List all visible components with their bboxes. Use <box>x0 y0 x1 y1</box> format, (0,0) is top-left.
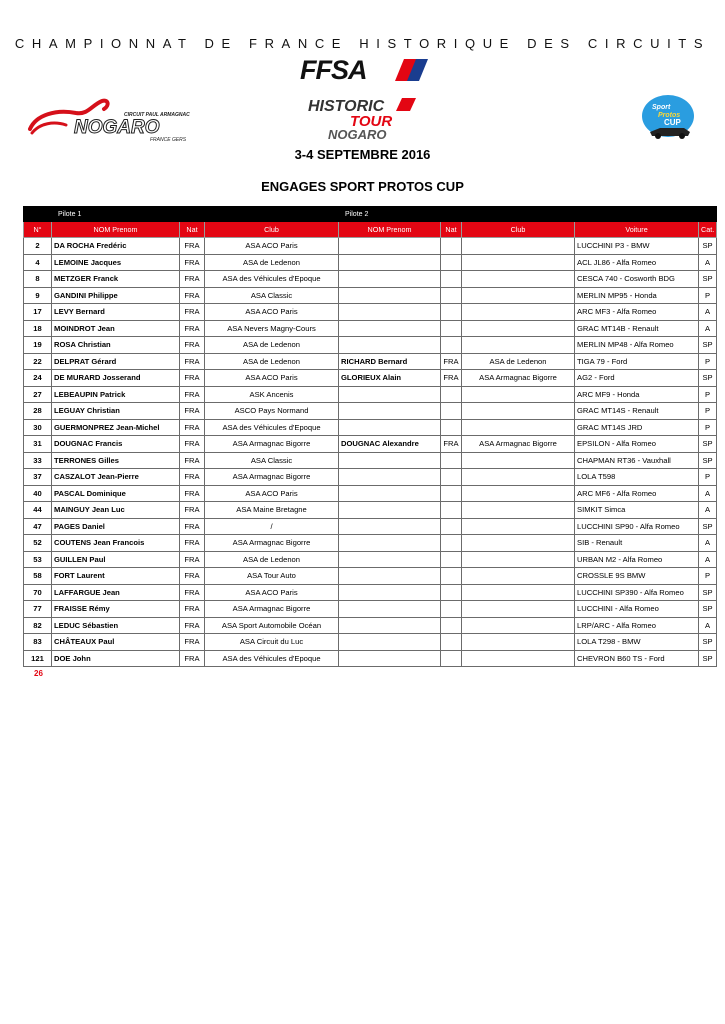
category: A <box>699 617 717 634</box>
category: A <box>699 320 717 337</box>
pilot1-nat: FRA <box>180 287 205 304</box>
pilot1-nat: FRA <box>180 304 205 321</box>
car-number: 83 <box>24 634 52 651</box>
pilot2-nat: FRA <box>441 370 462 387</box>
nogaro-circuit-logo <box>26 95 206 145</box>
car-number: 19 <box>24 337 52 354</box>
pilot2-name <box>339 403 441 420</box>
pilot2-name <box>339 238 441 255</box>
category: SP <box>699 634 717 651</box>
pilot2-club <box>462 304 575 321</box>
table-row <box>24 370 717 387</box>
col-header-nat1: Nat <box>180 222 205 238</box>
pilot1-nat: FRA <box>180 254 205 271</box>
event-date: 3-4 SEPTEMBRE 2016 <box>294 147 431 162</box>
cup-logo-line2: Protos <box>658 112 681 119</box>
pilot1-nat: FRA <box>180 238 205 255</box>
pilot1-name: GANDINI Philippe <box>52 287 180 304</box>
car-model: ARC MF9 - Honda <box>575 386 699 403</box>
category: P <box>699 568 717 585</box>
pilot2-club <box>462 650 575 667</box>
car-number: 33 <box>24 452 52 469</box>
pilot2-club <box>462 254 575 271</box>
pilot1-name: DA ROCHA Fredéric <box>52 238 180 255</box>
pilot1-nat: FRA <box>180 650 205 667</box>
pilot1-nat: FRA <box>180 518 205 535</box>
entries-table <box>23 206 717 667</box>
table-row <box>24 353 717 370</box>
category: A <box>699 304 717 321</box>
col-header-club2: Club <box>462 222 575 238</box>
pilot1-nat: FRA <box>180 386 205 403</box>
pilot2-nat <box>441 452 462 469</box>
car-model: AG2 - Ford <box>575 370 699 387</box>
table-row <box>24 601 717 618</box>
pilot2-nat <box>441 386 462 403</box>
pilot1-club: ASA des Véhicules d'Epoque <box>205 271 339 288</box>
category: SP <box>699 370 717 387</box>
car-number: 37 <box>24 469 52 486</box>
entries-total: 26 <box>34 669 43 678</box>
table-row <box>24 634 717 651</box>
cup-logo-line3: CUP <box>664 118 681 127</box>
car-number: 52 <box>24 535 52 552</box>
nogaro-logo-sub: FRANCE GERS <box>150 137 187 143</box>
category: P <box>699 386 717 403</box>
pilot-group-row <box>24 207 717 222</box>
table-row <box>24 337 717 354</box>
pilot1-club: ASA Circuit du Luc <box>205 634 339 651</box>
col-header-name1: NOM Prenom <box>52 222 180 238</box>
car-model: TIGA 79 - Ford <box>575 353 699 370</box>
pilot1-nat: FRA <box>180 568 205 585</box>
pilot1-nat: FRA <box>180 634 205 651</box>
nogaro-logo-top: CIRCUIT PAUL ARMAGNAC <box>124 112 190 118</box>
car-model: GRAC MT14S JRD <box>575 419 699 436</box>
table-row <box>24 551 717 568</box>
pilot2-club <box>462 584 575 601</box>
pilot2-club <box>462 337 575 354</box>
list-title: ENGAGES SPORT PROTOS CUP <box>261 179 464 194</box>
pilot1-name: CHÂTEAUX Paul <box>52 634 180 651</box>
pilot2-club <box>462 617 575 634</box>
car-number: 121 <box>24 650 52 667</box>
pilot2-name <box>339 287 441 304</box>
category: SP <box>699 452 717 469</box>
car-model: MERLIN MP95 - Honda <box>575 287 699 304</box>
car-model: ARC MF3 - Alfa Romeo <box>575 304 699 321</box>
championship-title: CHAMPIONNAT DE FRANCE HISTORIQUE DES CIRCUITS <box>14 36 711 51</box>
car-model: CESCA 740 - Cosworth BDG <box>575 271 699 288</box>
pilot2-nat <box>441 485 462 502</box>
sport-protos-cup-logo <box>640 94 696 142</box>
category: P <box>699 403 717 420</box>
pilot1-nat: FRA <box>180 617 205 634</box>
pilot1-club: ASA Tour Auto <box>205 568 339 585</box>
pilot2-club <box>462 419 575 436</box>
pilot1-club: ASA Classic <box>205 287 339 304</box>
pilot2-club <box>462 551 575 568</box>
car-number: 82 <box>24 617 52 634</box>
car-model: EPSILON - Alfa Romeo <box>575 436 699 453</box>
table-row <box>24 535 717 552</box>
table-row <box>24 436 717 453</box>
col-header-nat2: Nat <box>441 222 462 238</box>
pilot1-name: LAFFARGUE Jean <box>52 584 180 601</box>
pilot2-nat <box>441 568 462 585</box>
pilot1-club: ASA de Ledenon <box>205 353 339 370</box>
table-row <box>24 419 717 436</box>
pilot2-name <box>339 502 441 519</box>
pilot2-nat <box>441 617 462 634</box>
pilot1-club: ASA Armagnac Bigorre <box>205 469 339 486</box>
pilot1-label: Pilote 1 <box>52 207 339 222</box>
pilot1-nat: FRA <box>180 584 205 601</box>
pilot1-name: GUILLEN Paul <box>52 551 180 568</box>
pilot1-nat: FRA <box>180 403 205 420</box>
table-row <box>24 320 717 337</box>
pilot1-club: ASCO Pays Normand <box>205 403 339 420</box>
pilot1-name: LEMOINE Jacques <box>52 254 180 271</box>
table-row <box>24 518 717 535</box>
pilot1-nat: FRA <box>180 436 205 453</box>
table-row <box>24 650 717 667</box>
pilot2-nat <box>441 337 462 354</box>
pilot1-club: ASA de Ledenon <box>205 551 339 568</box>
pilot2-name <box>339 254 441 271</box>
pilot2-club <box>462 535 575 552</box>
table-row <box>24 584 717 601</box>
car-model: ACL JL86 - Alfa Romeo <box>575 254 699 271</box>
pilot-group-spacer <box>24 207 52 222</box>
table-row <box>24 271 717 288</box>
pilot2-name: GLORIEUX Alain <box>339 370 441 387</box>
pilot2-nat <box>441 304 462 321</box>
car-number: 4 <box>24 254 52 271</box>
pilot2-nat <box>441 502 462 519</box>
pilot2-name <box>339 386 441 403</box>
category: A <box>699 254 717 271</box>
pilot1-nat: FRA <box>180 452 205 469</box>
table-row <box>24 469 717 486</box>
car-number: 2 <box>24 238 52 255</box>
car-model: GRAC MT14S - Renault <box>575 403 699 420</box>
pilot2-nat <box>441 238 462 255</box>
pilot1-nat: FRA <box>180 535 205 552</box>
pilot1-name: FRAISSE Rémy <box>52 601 180 618</box>
car-number: 9 <box>24 287 52 304</box>
pilot2-name <box>339 650 441 667</box>
pilot2-nat: FRA <box>441 353 462 370</box>
pilot2-nat <box>441 403 462 420</box>
category: A <box>699 502 717 519</box>
car-model: LUCCHINI SP90 - Alfa Romeo <box>575 518 699 535</box>
pilot2-name <box>339 304 441 321</box>
pilot1-nat: FRA <box>180 601 205 618</box>
pilot2-name <box>339 601 441 618</box>
pilot2-nat <box>441 271 462 288</box>
car-number: 30 <box>24 419 52 436</box>
pilot1-name: MAINGUY Jean Luc <box>52 502 180 519</box>
pilot1-name: FORT Laurent <box>52 568 180 585</box>
car-model: CHAPMAN RT36 - Vauxhall <box>575 452 699 469</box>
col-header-cat: Cat. <box>699 222 717 238</box>
car-number: 53 <box>24 551 52 568</box>
pilot2-nat <box>441 650 462 667</box>
entries-body <box>24 238 717 667</box>
pilot2-club <box>462 469 575 486</box>
pilot1-club: ASA Armagnac Bigorre <box>205 601 339 618</box>
car-model: ARC MF6 - Alfa Romeo <box>575 485 699 502</box>
pilot2-club <box>462 452 575 469</box>
table-row <box>24 254 717 271</box>
pilot1-nat: FRA <box>180 419 205 436</box>
ffsa-logo-text: FFSA <box>300 55 367 83</box>
car-model: LUCCHINI - Alfa Romeo <box>575 601 699 618</box>
pilot2-name <box>339 584 441 601</box>
pilot2-club <box>462 238 575 255</box>
pilot2-name <box>339 469 441 486</box>
table-row <box>24 403 717 420</box>
car-model: SIB - Renault <box>575 535 699 552</box>
pilot1-club: ASA de Ledenon <box>205 254 339 271</box>
pilot1-nat: FRA <box>180 337 205 354</box>
pilot1-name: CASZALOT Jean-Pierre <box>52 469 180 486</box>
pilot1-nat: FRA <box>180 485 205 502</box>
pilot1-club: ASA Sport Automobile Océan <box>205 617 339 634</box>
car-model: LOLA T598 <box>575 469 699 486</box>
category: A <box>699 535 717 552</box>
table-row <box>24 304 717 321</box>
pilot1-club: ASA Nevers Magny-Cours <box>205 320 339 337</box>
historic-logo-line1: HISTORIC <box>308 98 385 115</box>
car-model: CHEVRON B60 TS - Ford <box>575 650 699 667</box>
table-row <box>24 502 717 519</box>
pilot1-nat: FRA <box>180 353 205 370</box>
car-model: LOLA T298 - BMW <box>575 634 699 651</box>
category: SP <box>699 238 717 255</box>
pilot1-club: ASA Classic <box>205 452 339 469</box>
pilot2-nat <box>441 601 462 618</box>
pilot2-club: ASA Armagnac Bigorre <box>462 436 575 453</box>
car-number: 40 <box>24 485 52 502</box>
pilot2-club <box>462 601 575 618</box>
category: P <box>699 469 717 486</box>
pilot2-name <box>339 419 441 436</box>
pilot1-club: ASA ACO Paris <box>205 584 339 601</box>
pilot2-club <box>462 634 575 651</box>
pilot2-nat <box>441 469 462 486</box>
pilot1-name: ROSA Christian <box>52 337 180 354</box>
historic-logo-line3: NOGARO <box>328 127 387 142</box>
category: A <box>699 551 717 568</box>
pilot2-name <box>339 568 441 585</box>
car-number: 44 <box>24 502 52 519</box>
pilot1-nat: FRA <box>180 370 205 387</box>
pilot1-name: DE MURARD Josserand <box>52 370 180 387</box>
car-number: 24 <box>24 370 52 387</box>
pilot2-name <box>339 485 441 502</box>
car-model: CROSSLE 9S BMW <box>575 568 699 585</box>
pilot1-club: ASA Armagnac Bigorre <box>205 436 339 453</box>
pilot2-name: RICHARD Bernard <box>339 353 441 370</box>
historic-tour-logo <box>306 96 420 142</box>
table-row <box>24 568 717 585</box>
pilot1-name: MOINDROT Jean <box>52 320 180 337</box>
table-row <box>24 386 717 403</box>
car-number: 18 <box>24 320 52 337</box>
pilot1-name: PASCAL Dominique <box>52 485 180 502</box>
pilot2-name <box>339 535 441 552</box>
car-number: 31 <box>24 436 52 453</box>
historic-logo-line2: TOUR <box>350 113 393 130</box>
car-model: LUCCHINI SP390 - Alfa Romeo <box>575 584 699 601</box>
pilot2-name <box>339 320 441 337</box>
pilot1-nat: FRA <box>180 551 205 568</box>
pilot2-club <box>462 502 575 519</box>
category: P <box>699 287 717 304</box>
pilot2-club <box>462 287 575 304</box>
pilot2-club <box>462 271 575 288</box>
pilot2-name <box>339 271 441 288</box>
car-number: 47 <box>24 518 52 535</box>
pilot1-nat: FRA <box>180 320 205 337</box>
pilot2-name <box>339 518 441 535</box>
pilot1-name: LEBEAUPIN Patrick <box>52 386 180 403</box>
pilot2-nat <box>441 419 462 436</box>
table-row <box>24 485 717 502</box>
pilot1-club: ASA ACO Paris <box>205 485 339 502</box>
car-model: GRAC MT14B - Renault <box>575 320 699 337</box>
pilot1-name: LEGUAY Christian <box>52 403 180 420</box>
ffsa-logo <box>296 55 430 83</box>
pilot2-nat <box>441 320 462 337</box>
pilot2-nat <box>441 584 462 601</box>
pilot2-nat <box>441 535 462 552</box>
pilot1-club: ASA Maine Bretagne <box>205 502 339 519</box>
category: P <box>699 353 717 370</box>
pilot1-name: TERRONES Gilles <box>52 452 180 469</box>
pilot2-name <box>339 452 441 469</box>
car-number: 8 <box>24 271 52 288</box>
table-row <box>24 452 717 469</box>
pilot1-name: DOE John <box>52 650 180 667</box>
pilot2-club <box>462 568 575 585</box>
pilot2-nat <box>441 287 462 304</box>
pilot1-name: LEDUC Sébastien <box>52 617 180 634</box>
pilot2-club <box>462 386 575 403</box>
pilot2-club: ASA de Ledenon <box>462 353 575 370</box>
pilot2-nat <box>441 518 462 535</box>
pilot2-nat <box>441 634 462 651</box>
category: SP <box>699 337 717 354</box>
category: SP <box>699 601 717 618</box>
car-number: 28 <box>24 403 52 420</box>
pilot2-name <box>339 634 441 651</box>
pilot1-club: ASA de Ledenon <box>205 337 339 354</box>
col-header-car: Voiture <box>575 222 699 238</box>
category: SP <box>699 271 717 288</box>
column-header-row <box>24 222 717 238</box>
pilot1-club: ASA Armagnac Bigorre <box>205 535 339 552</box>
category: SP <box>699 650 717 667</box>
car-model: MERLIN MP48 - Alfa Romeo <box>575 337 699 354</box>
pilot1-club: ASA ACO Paris <box>205 370 339 387</box>
car-model: SIMKIT Simca <box>575 502 699 519</box>
category: A <box>699 485 717 502</box>
pilot1-nat: FRA <box>180 502 205 519</box>
table-row <box>24 287 717 304</box>
pilot2-name <box>339 551 441 568</box>
car-number: 58 <box>24 568 52 585</box>
car-number: 77 <box>24 601 52 618</box>
pilot2-club <box>462 320 575 337</box>
nogaro-logo-main: NOGARO <box>74 117 160 138</box>
car-number: 17 <box>24 304 52 321</box>
pilot1-club: ASA des Véhicules d'Epoque <box>205 419 339 436</box>
pilot2-name <box>339 617 441 634</box>
pilot1-name: DOUGNAC Francis <box>52 436 180 453</box>
category: SP <box>699 584 717 601</box>
car-model: LRP/ARC - Alfa Romeo <box>575 617 699 634</box>
pilot2-club <box>462 485 575 502</box>
pilot2-label: Pilote 2 <box>339 207 717 222</box>
pilot2-name: DOUGNAC Alexandre <box>339 436 441 453</box>
pilot1-club: / <box>205 518 339 535</box>
col-header-club1: Club <box>205 222 339 238</box>
col-header-name2: NOM Prenom <box>339 222 441 238</box>
col-header-num: N° <box>24 222 52 238</box>
pilot1-name: PAGES Daniel <box>52 518 180 535</box>
pilot1-name: COUTENS Jean Francois <box>52 535 180 552</box>
pilot2-club <box>462 403 575 420</box>
car-number: 22 <box>24 353 52 370</box>
pilot2-nat: FRA <box>441 436 462 453</box>
pilot2-nat <box>441 254 462 271</box>
table-row <box>24 617 717 634</box>
pilot2-club: ASA Armagnac Bigorre <box>462 370 575 387</box>
cup-logo-line1: Sport <box>652 104 671 111</box>
pilot2-club <box>462 518 575 535</box>
category: SP <box>699 518 717 535</box>
pilot1-name: GUERMONPREZ Jean-Michel <box>52 419 180 436</box>
pilot1-club: ASA ACO Paris <box>205 304 339 321</box>
pilot1-club: ASK Ancenis <box>205 386 339 403</box>
table-row <box>24 238 717 255</box>
pilot2-name <box>339 337 441 354</box>
pilot1-club: ASA des Véhicules d'Epoque <box>205 650 339 667</box>
category: SP <box>699 436 717 453</box>
category: P <box>699 419 717 436</box>
pilot1-name: METZGER Franck <box>52 271 180 288</box>
car-model: LUCCHINI P3 - BMW <box>575 238 699 255</box>
car-number: 27 <box>24 386 52 403</box>
pilot2-nat <box>441 551 462 568</box>
pilot1-nat: FRA <box>180 271 205 288</box>
pilot1-name: LEVY Bernard <box>52 304 180 321</box>
pilot1-club: ASA ACO Paris <box>205 238 339 255</box>
car-model: URBAN M2 - Alfa Romeo <box>575 551 699 568</box>
pilot1-nat: FRA <box>180 469 205 486</box>
car-number: 70 <box>24 584 52 601</box>
pilot1-name: DELPRAT Gérard <box>52 353 180 370</box>
